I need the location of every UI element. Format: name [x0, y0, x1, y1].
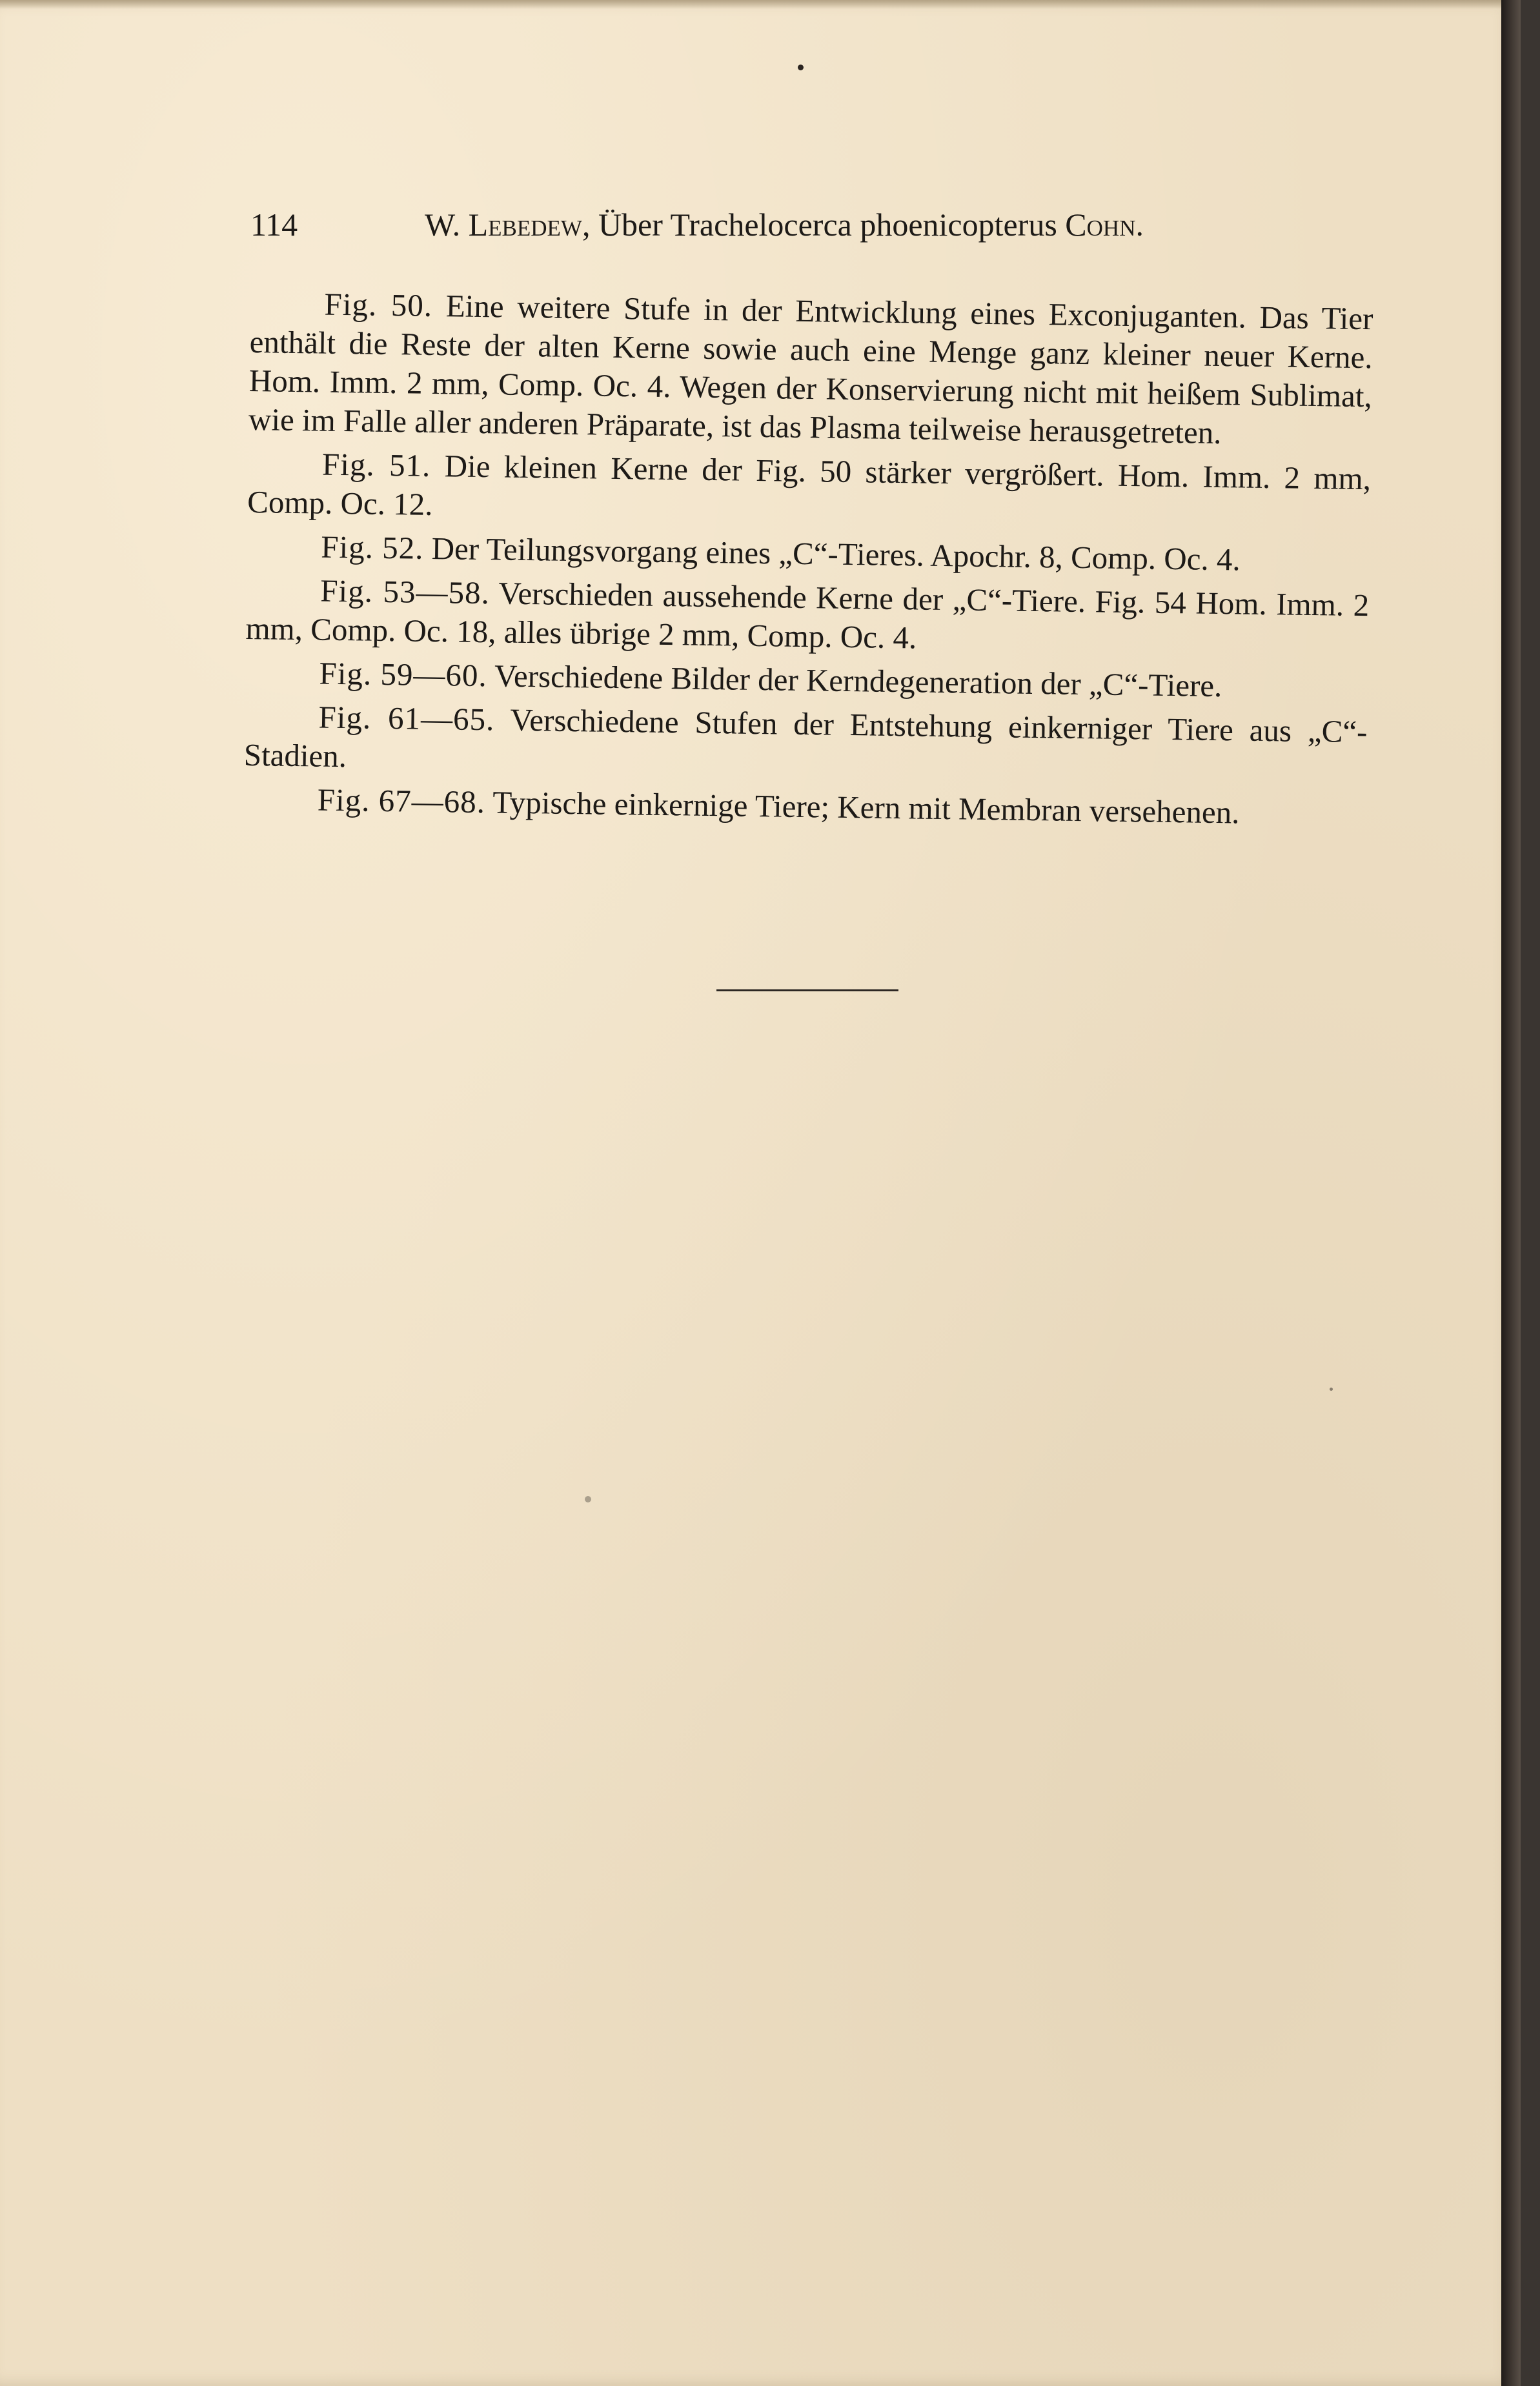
- header-author: W. Lebedew: [425, 207, 582, 243]
- figure-label: Fig. 59—60.: [319, 655, 488, 694]
- header-title: , Über Trachelocerca phoenicopterus: [582, 207, 1057, 243]
- caption-paragraph: [243, 697, 1368, 790]
- figure-label: Fig. 52.: [320, 529, 424, 566]
- caption-text: Typische einkernige Tiere; Kern mit Membran versehenen.: [492, 784, 1240, 831]
- figure-label: Fig. 61—65.: [318, 699, 495, 738]
- caption-text: Verschiedene Bilder der Kerndegeneration der „C“-Tiere.: [494, 658, 1222, 704]
- section-end-rule: [716, 989, 898, 991]
- caption-paragraph: [248, 284, 1373, 454]
- ink-speck: [798, 65, 804, 70]
- figure-captions: [243, 284, 1373, 839]
- ink-speck: [1330, 1388, 1333, 1391]
- caption-text: Die kleinen Kerne der Fig. 50 stärker vergrößert. Hom. Imm. 2 mm, Comp. Oc. 12.: [247, 448, 1372, 522]
- page-top-shadow: [0, 0, 1521, 9]
- caption-text: Der Teilungsvorgang eines „C“-Tieres. Apochr. 8, Comp. Oc. 4.: [431, 530, 1241, 578]
- caption-paragraph: [245, 571, 1370, 663]
- figure-label: Fig. 50.: [324, 286, 433, 323]
- ink-speck: [585, 1496, 591, 1502]
- figure-label: Fig. 53—58.: [319, 572, 491, 611]
- running-header: [250, 205, 1257, 244]
- caption-paragraph: [247, 444, 1372, 537]
- caption-text: Eine weitere Stufe in der Entwicklung eines Exconjuganten. Das Tier enthält die Reste der alten Kerne sowie auch eine Menge ganz kleiner neuer Kerne. Hom. Imm. 2 mm, Comp. Oc. 4. Wegen der Konservierung nicht mit heißem Sublimat, wie im Falle aller anderen Präparate, ist das Plasma teilweise herausgetreten.: [248, 288, 1373, 451]
- book-binding-edge: [1501, 0, 1521, 2386]
- figure-label: Fig. 67—68.: [317, 782, 486, 820]
- caption-text: Verschieden aussehende Kerne der „C“-Tiere. Fig. 54 Hom. Imm. 2 mm, Comp. Oc. 18, alles übrige 2 mm, Comp. Oc. 4.: [245, 575, 1370, 656]
- page-number: 114: [250, 207, 298, 243]
- caption-text: Verschiedene Stufen der Entstehung einkerniger Tiere aus „C“-Stadien.: [243, 702, 1368, 774]
- header-cohn: Cohn.: [1065, 207, 1144, 243]
- figure-label: Fig. 51.: [321, 446, 431, 483]
